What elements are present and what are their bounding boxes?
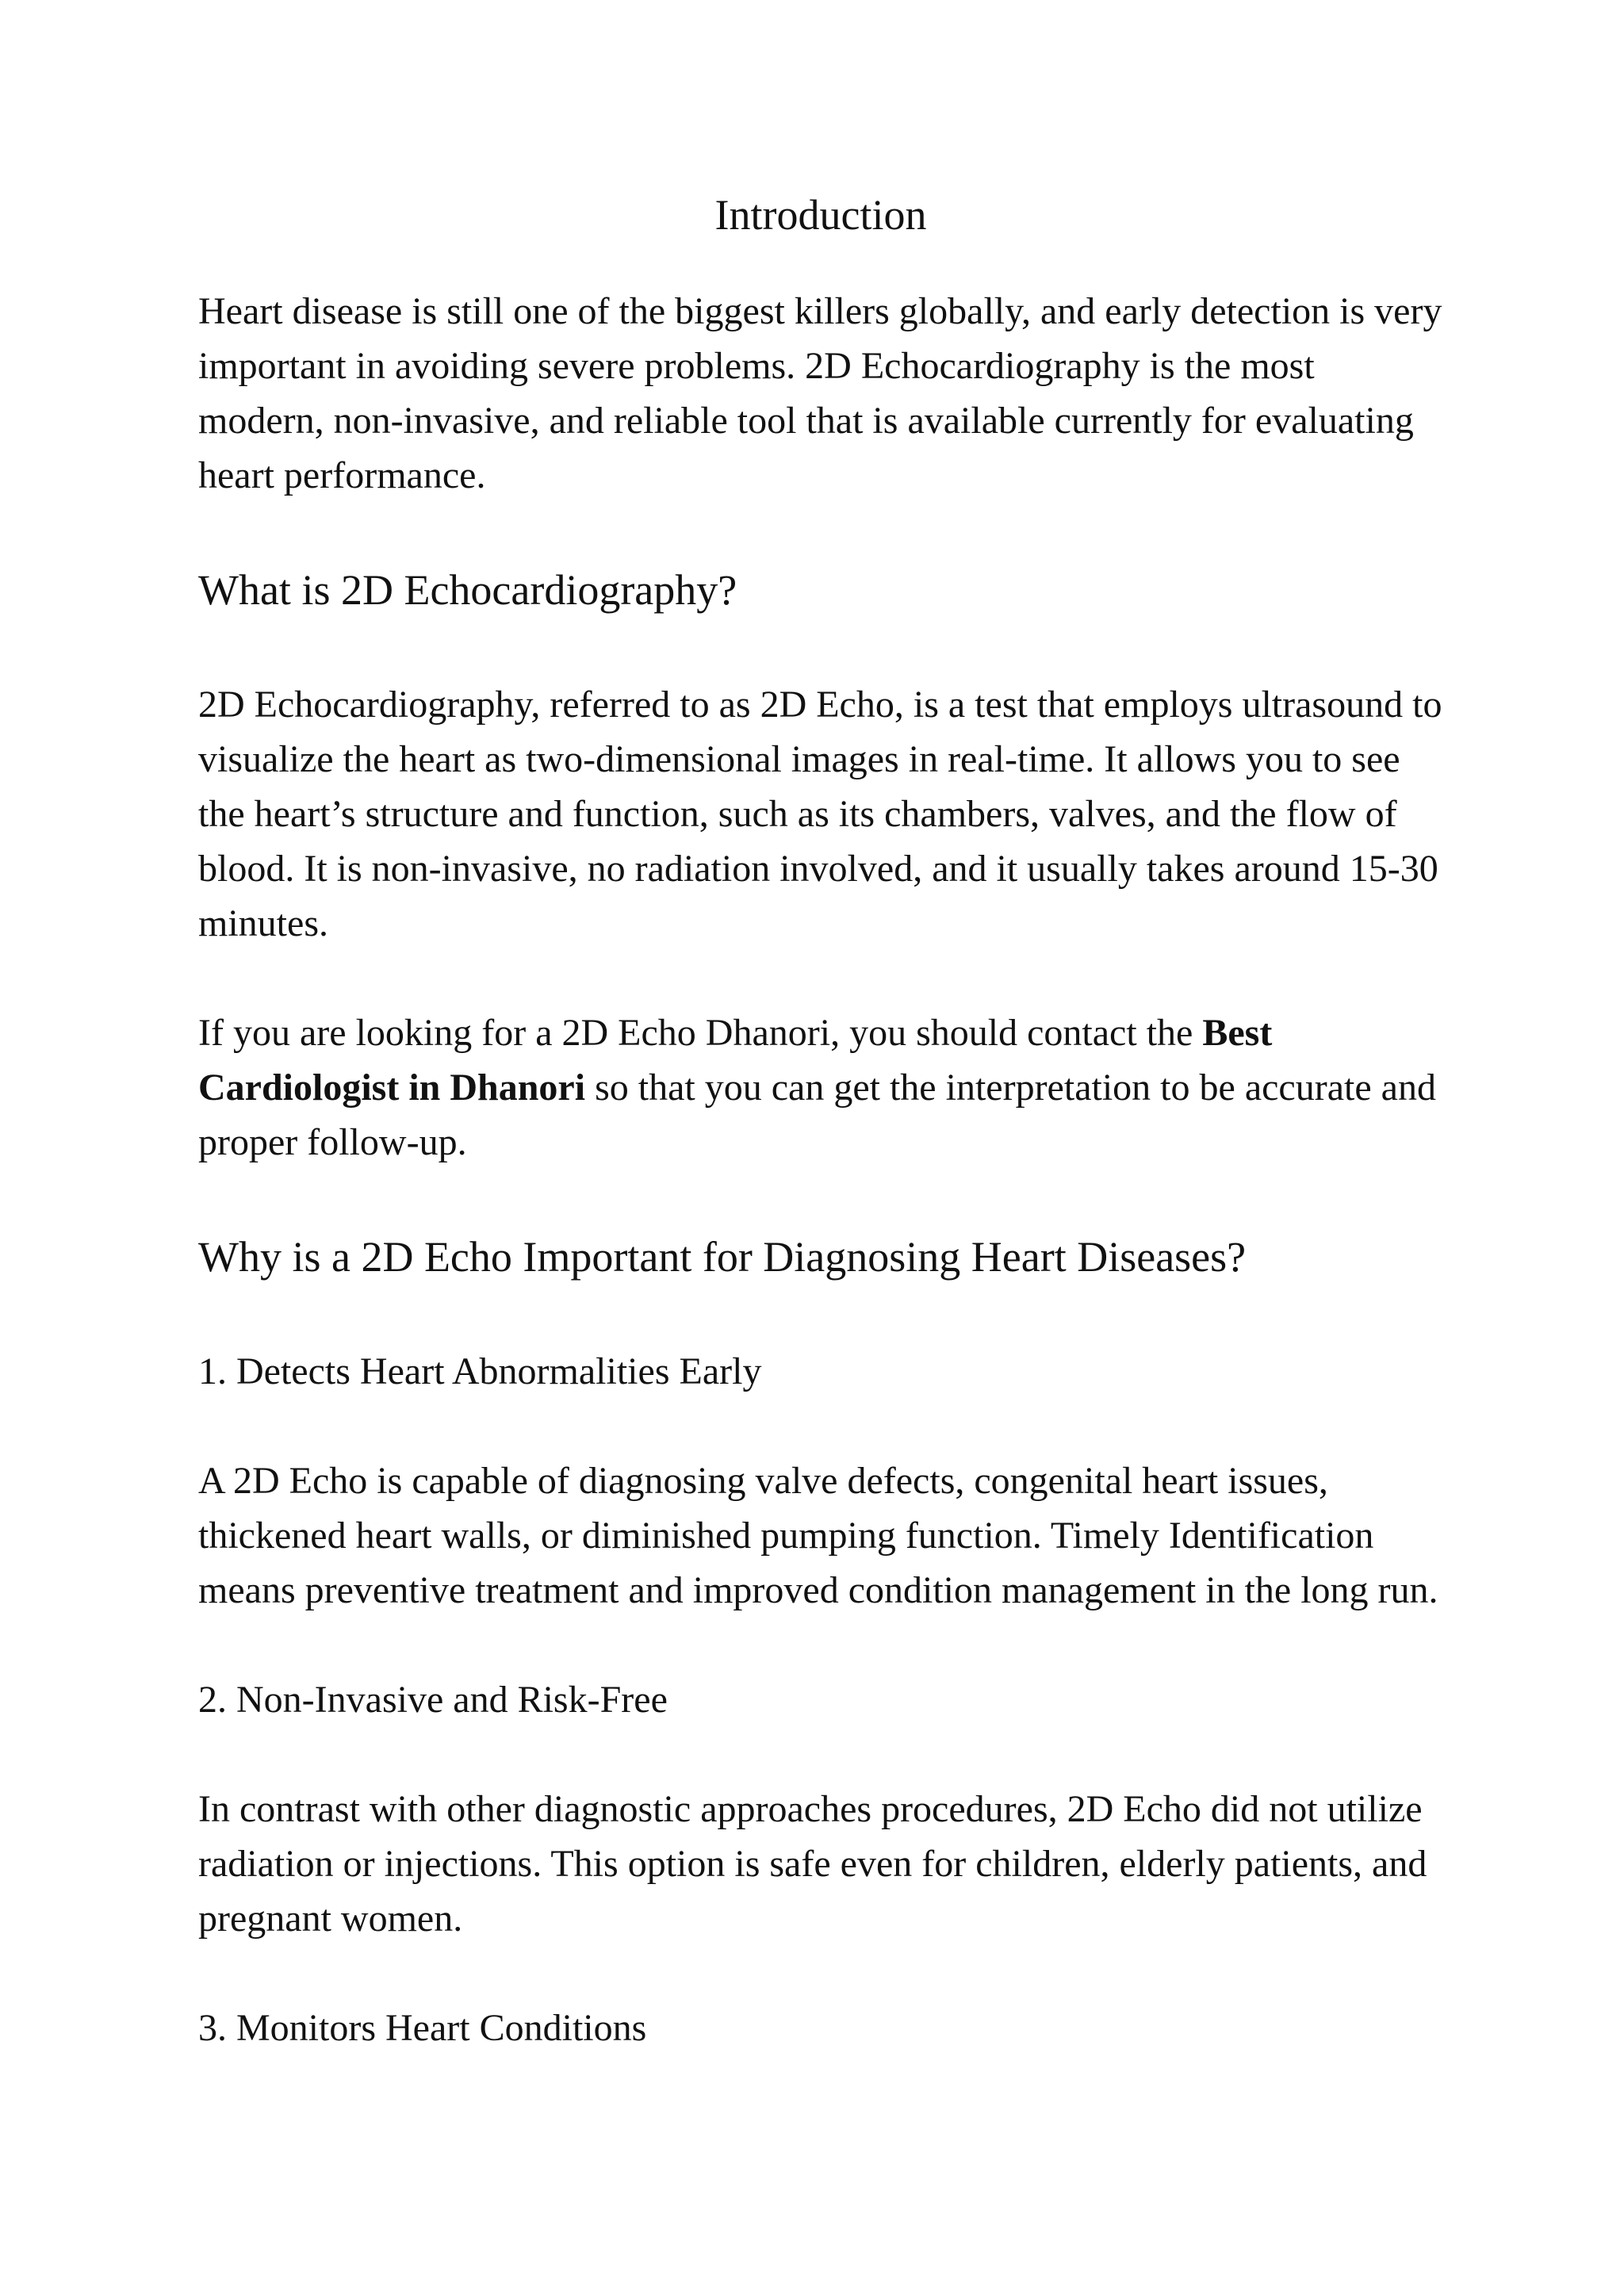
item1-paragraph: A 2D Echo is capable of diagnosing valve defects, congenital heart issues, thickened heart walls, or diminished pumping function. Timely Identification means preventive treatment and improved condition management in the long run.: [198, 1459, 1438, 1611]
section-heading-why-important: Why is a 2D Echo Important for Diagnosing Heart Diseases?: [198, 1232, 1247, 1281]
section1-paragraph-2: [198, 1005, 1443, 1170]
section-heading-what-is-2d-echo: What is 2D Echocardiography?: [198, 565, 737, 614]
best-cardiologist-bold-text: Best Cardiologist in Dhanori: [198, 1011, 1273, 1109]
para2-text-after: so that you can get the interpretation to be accurate and proper follow-up.: [198, 1066, 1436, 1163]
document-title: Introduction: [714, 191, 927, 239]
item3-title: 3. Monitors Heart Conditions: [198, 2006, 647, 2049]
document-page: [198, 189, 1443, 2055]
item2-paragraph: In contrast with other diagnostic approaches procedures, 2D Echo did not utilize radiation or injections. This option is safe even for children, elderly patients, and pregnant women.: [198, 1787, 1427, 1940]
item1-title: 1. Detects Heart Abnormalities Early: [198, 1350, 762, 1392]
section1-paragraph-1: 2D Echocardiography, referred to as 2D Echo, is a test that employs ultrasound to visualize the heart as two-dimensional images in real-time. It allows you to see the heart’s structure and function, such as its chambers, valves, and the flow of blood. It is non-invasive, no radiation involved, and it usually takes around 15-30 minutes.: [198, 683, 1442, 944]
intro-paragraph: Heart disease is still one of the biggest killers globally, and early detection is very important in avoiding severe problems. 2D Echocardiography is the most modern, non-invasive, and reliable tool that is available currently for evaluating heart performance.: [198, 289, 1442, 496]
para2-text-before: If you are looking for a 2D Echo Dhanori, you should contact the: [198, 1011, 1203, 1054]
item2-title: 2. Non-Invasive and Risk-Free: [198, 1678, 668, 1721]
